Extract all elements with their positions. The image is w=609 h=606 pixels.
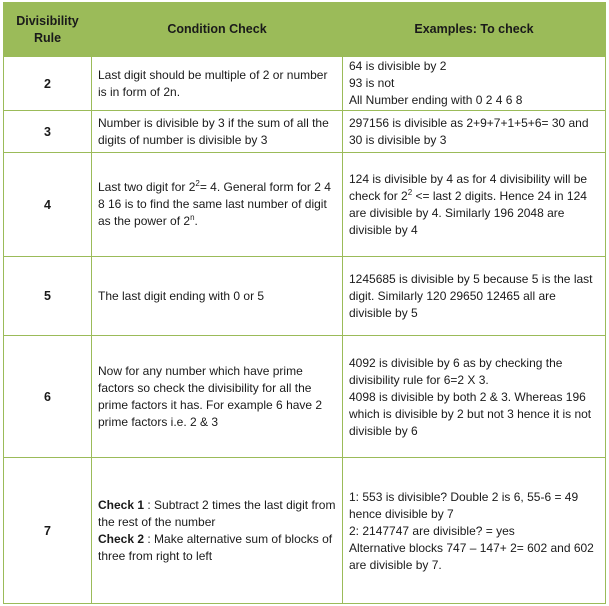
table-row <box>4 257 606 336</box>
check-1-label: Check 1 <box>98 497 145 512</box>
header-condition <box>92 3 343 57</box>
table-row <box>4 111 606 153</box>
header-examples <box>343 3 606 57</box>
condition-text: Now for any number which have prime factors so check the divisibility for all the prime factors it has. For example 6 have 2 prime factors i.e. 2 & 3 <box>98 363 323 429</box>
example-line: 1245685 is divisible by 5 because 5 is the last digit. Similarly 120 29650 12465 all are divisible by 5 <box>349 272 593 320</box>
check-1-text: : Subtract 2 times the last digit from the rest of the number <box>98 497 336 529</box>
table-row <box>4 458 606 604</box>
condition-text-part: Last two digit for 2 <box>98 180 196 194</box>
examples-cell <box>343 153 606 257</box>
example-line: 2: 2147747 are divisible? = yes <box>349 523 515 538</box>
example-line: 1: 553 is divisible? Double 2 is 6, 55-6 = 49 hence divisible by 7 <box>349 489 579 521</box>
condition-text-part: . <box>194 214 198 228</box>
rule-number: 6 <box>4 336 92 458</box>
example-line: 64 is divisible by 2 <box>349 59 447 73</box>
condition-text: Last digit should be multiple of 2 or number is in form of 2n. <box>98 67 328 99</box>
superscript: 2 <box>407 188 413 197</box>
condition-cell <box>92 111 343 153</box>
header-rule <box>4 3 92 57</box>
examples-cell <box>343 257 606 336</box>
examples-cell <box>343 336 606 458</box>
example-line: All Number ending with 0 2 4 6 8 <box>349 93 523 107</box>
example-line: 93 is not <box>349 76 395 90</box>
condition-text: The last digit ending with 0 or 5 <box>98 288 265 303</box>
condition-text-part: = 4. General form for 2 4 8 16 is to find the same last number of digit as the power of 2 <box>98 180 331 228</box>
check-2-label: Check 2 <box>98 531 145 546</box>
check-2 <box>98 531 336 565</box>
rule-number: 2 <box>4 57 92 111</box>
check-2-text: : Make alternative sum of blocks of three from right to left <box>98 531 333 563</box>
condition-cell <box>92 153 343 257</box>
header-row <box>4 3 606 57</box>
example-line: 297156 is divisible as 2+9+7+1+5+6= 30 and 30 is divisible by 3 <box>349 116 589 147</box>
table-row <box>4 153 606 257</box>
condition-cell <box>92 257 343 336</box>
header-examples-label: Examples: To check <box>414 22 534 36</box>
examples-cell <box>343 458 606 604</box>
condition-cell <box>92 458 343 604</box>
condition-cell <box>92 336 343 458</box>
examples-cell <box>343 57 606 111</box>
superscript: 2 <box>195 179 200 188</box>
example-line <box>349 171 599 239</box>
example-text-part: 124 is divisible by 4 as for 4 divisibility will be check for 2 <box>349 172 588 203</box>
table-row <box>4 336 606 458</box>
example-line: Alternative blocks 747 – 147+ 2= 602 and 602 are divisible by 7. <box>349 540 594 572</box>
condition-cell <box>92 57 343 111</box>
rule-number: 7 <box>4 458 92 604</box>
rule-number: 3 <box>4 111 92 153</box>
rule-number: 5 <box>4 257 92 336</box>
example-text-part: <= last 2 digits. Hence 24 in 124 are divisible by 4. Similarly 196 2048 are divisible by 4 <box>349 189 587 237</box>
condition-text: Number is divisible by 3 if the sum of all the digits of number is divisible by 3 <box>98 115 329 147</box>
superscript: n <box>190 213 195 222</box>
example-line: 4098 is divisible by both 2 & 3. Whereas 196 which is divisible by 2 but not 3 hence it is not divisible by 6 <box>349 389 592 438</box>
examples-cell <box>343 111 606 153</box>
condition-text <box>98 179 336 230</box>
header-rule-label: Divisibility Rule <box>16 13 79 45</box>
table-row <box>4 57 606 111</box>
divisibility-rules-table <box>3 2 606 604</box>
rule-number: 4 <box>4 153 92 257</box>
example-line: 4092 is divisible by 6 as by checking the divisibility rule for 6=2 X 3. <box>349 355 563 387</box>
check-1 <box>98 497 336 531</box>
header-condition-label: Condition Check <box>167 22 267 36</box>
